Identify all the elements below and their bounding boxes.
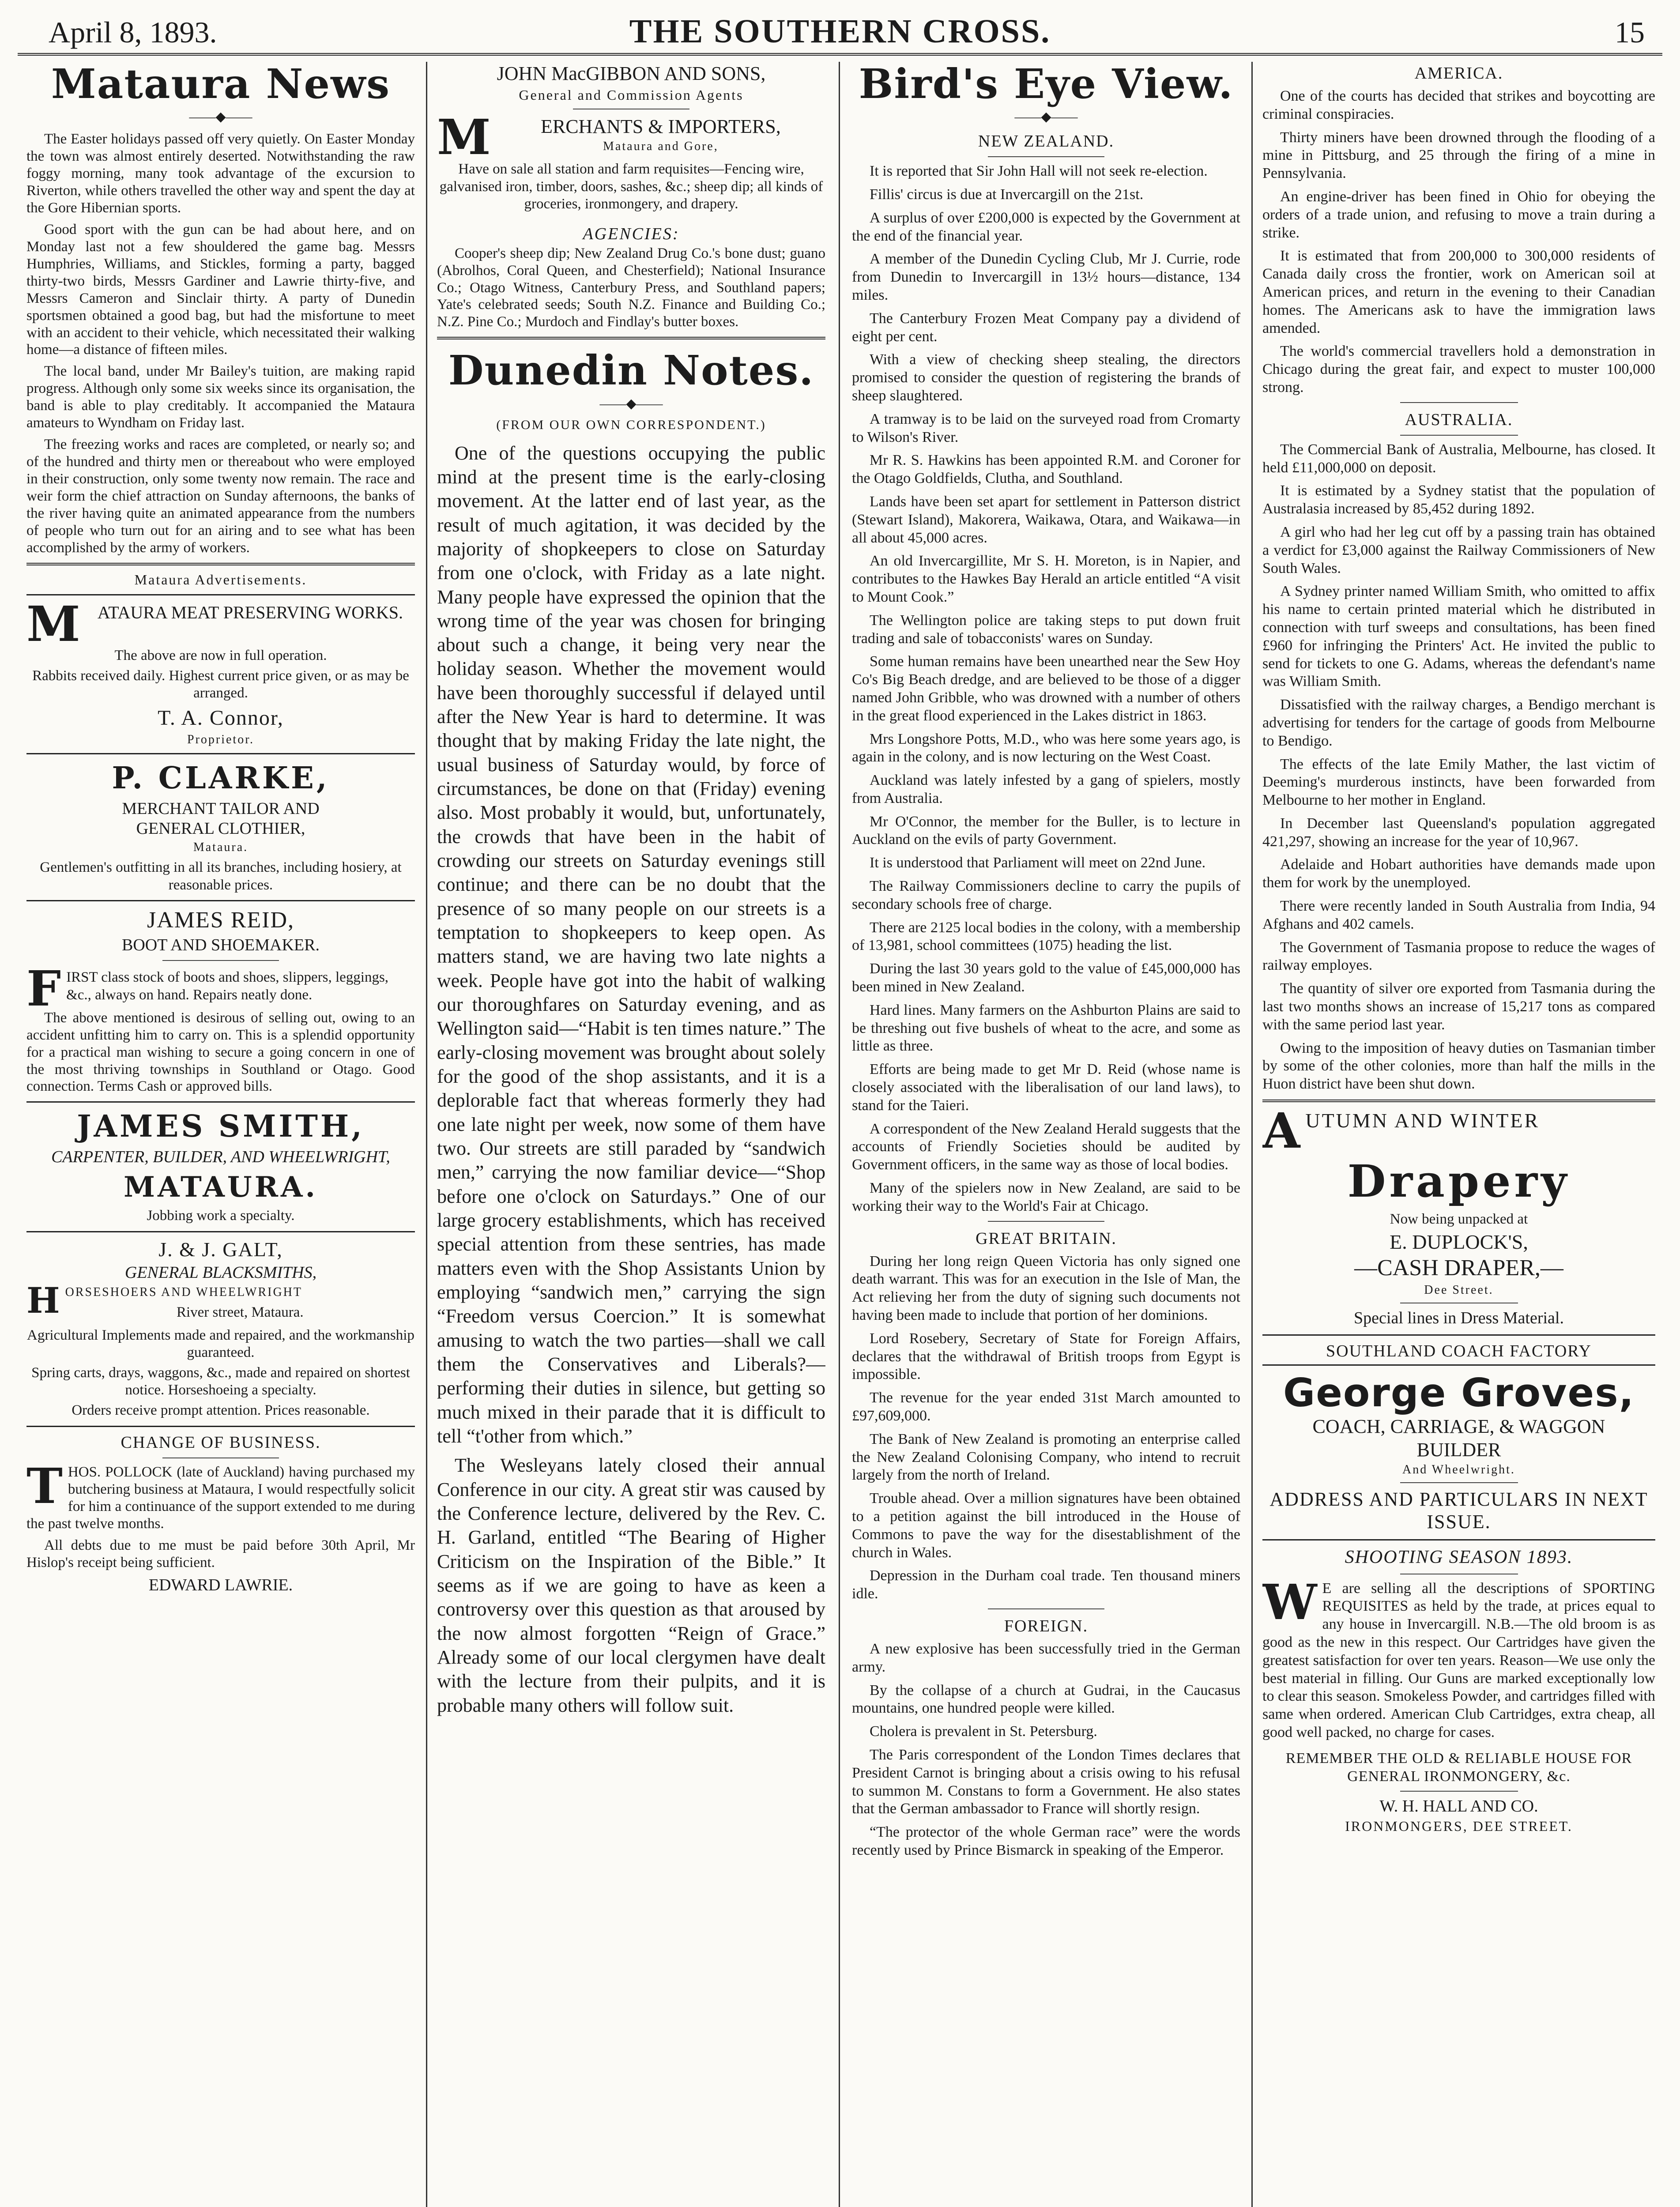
ad-text: Now being unpacked at [1390,1211,1528,1227]
article-paragraph: One of the questions occupying the public mind at the present time is the early-closing movement. At the latter end of last year, as the result of much agitation, it was decided by the majority of shopkeepers to close on Saturday from one o'clock, with Friday as a late night. Many people have expressed the opinion that the wrong time of the year was chosen for bringing about such a change, it being very near the holiday season. Whether the movement would have been thoroughly successful if delayed until after the New Year is hard to determine. It was thought that by making Friday the late night, the usual business of Saturday would, by force of circumstances, be done on that (Friday) evening also. Most probably it would, but, unfortunately, the crowds that have been in the habit of crowding our streets on Saturday evenings still continue; and there can be no doubt that the presence of so many people on our streets is a temptation to shopkeepers to keep open. As matters stand, we are having two late nights a week. People have got into the habit of walking our thoroughfares on Saturday evening, and as Wellington said—“Habit is ten times nature.” The early-closing movement was brought about solely for the good of the shop assistants, and it is a deplorable fact that whereas formerly they had one late night per week, now some of them have two. Our streets are still paraded by “sandwich men,” carrying the now familiar device—“Shop before one o'clock on Saturdays.” One of our large grocery establishments, which has received special attention from these sentries, has made matters even with the Shop Assistants Union by employing “sandwich men,” carrying the sign “Freedom versus Coercion.” It is somewhat amusing to watch the two parties—shall we call them the Conservatives and Liberals?—performing their duties in silence, but getting so much mixed in their parade that it is difficult to tell “t'other from which.” [437,442,825,1447]
ad-signature: EDWARD LAWRIE. [148,1575,293,1594]
ad-text: The above are now in full operation. [114,648,327,664]
ad-heading: CHANGE OF BUSINESS. [121,1433,321,1452]
ad-text: IRST class stock of boots and shoes, slippers, leggings, &c., always on hand. Repairs neatly done. [66,969,389,1003]
news-item: In December last Queensland's population aggregated 421,297, showing an increase for the year of 10,967. [1262,815,1655,850]
news-item: During her long reign Queen Victoria has only signed one death warrant. This was for an execution in the Isle of Man, the Act relieving her from the duty of signing such documents not having been made to include that portion of her dominions. [852,1253,1240,1324]
ad-text: Rabbits received daily. Highest current price given, or as may be arranged. [32,667,409,701]
ad-place: Mataura. [193,840,249,855]
news-item: Cholera is prevalent in St. Petersburg. [870,1723,1097,1740]
ad-text: Orders receive prompt attention. Prices reasonable. [72,1402,370,1418]
news-item: The Paris correspondent of the London Times declares that President Carnot is bringing about a crisis owing to his refusal to summon M. Constans to form a Government. He also states that the German ambassador to France will shortly resign. [852,1746,1240,1817]
ad-owner: T. A. Connor, [158,706,284,730]
ornament-divider: ——◆—— [189,109,252,124]
section-heading: FOREIGN. [1004,1616,1089,1635]
news-item: Lands have been set apart for settlement in Patterson district (Stewart Island), Makorera, Waikawa, Otara, and Waikawa—in all about 45,000 acres. [852,493,1240,546]
ad-place: Mataura and Gore, [603,139,719,154]
article-paragraph: The freezing works and races are completed, or nearly so; and of the hundred and thirty men or thereabout who were employed in their construction, only some twenty now remain. The race and weir form the chief attraction on Sunday afternoons, the banks of the river having quite an animated appearance from the numbers of people who turn out for an airing and to see what has been accomplished by the army of workers. [26,437,415,556]
ad-text: All debts due to me must be paid before 30th April, Mr Hislop's receipt being sufficient. [26,1537,415,1571]
ad-name: George Groves, [1283,1370,1635,1416]
article-paragraph: The Easter holidays passed off very quietly. On Easter Monday the town was almost entirely deserted. Notwithstanding the raw foggy morning, many took advantage of the excursion to Riverton, while others travelled the other way and spent the day at the Gore Hibernian sports. [26,131,415,216]
news-item: It is estimated that from 200,000 to 300,000 residents of Canada daily cross the frontier, work on American soil at American prices, and return in the evening to their Canadian homes. The Americans ask to have the immigration laws amended. [1262,248,1655,336]
short-rule [1400,435,1518,436]
short-rule [1400,1482,1518,1483]
news-item: A surplus of over £200,000 is expected by the Government at the end of the financial year. [852,209,1240,244]
news-item: The Canterbury Frozen Meat Company pay a dividend of eight per cent. [852,310,1240,345]
ad-text: HOS. POLLOCK (late of Auckland) having purchased my butchering business at Mataura, I would respectfully solicit for him a continuance of the support extended to me during the past twelve months. [26,1464,415,1532]
news-item: Some human remains have been unearthed near the Sew Hoy Co's Big Beach dredge, and are believed to be those of a digger named John Gribble, who was drowned with a number of others in the great flood experienced in the Lakes district in 1863. [852,653,1240,724]
short-rule [988,1221,1104,1222]
galt-ad [26,1239,415,1420]
ad-line: MERCHANT TAILOR AND [122,799,320,818]
news-item: The Railway Commissioners decline to carry the pupils of secondary schools free of charge. [852,878,1240,912]
column-3 [852,62,1240,2207]
news-item: There were recently landed in South Australia from India, 94 Afghans and 402 camels. [1262,898,1655,932]
ad-big-word: Drapery [1347,1155,1571,1207]
news-item: The quantity of silver ore exported from Tasmania during the last two months shows an increase of 15,217 tons as compared with the same period last year. [1262,980,1655,1033]
ad-text: Agricultural Implements made and repaired, and the workmanship guaranteed. [27,1327,414,1361]
ad-rule [26,753,415,754]
ad-rule [26,900,415,901]
news-item: An old Invercargillite, Mr S. H. Moreton, is in Napier, and contributes to the Hawkes Bay Herald an article entitled “A visit to Mount Cook.” [852,553,1240,605]
article-paragraph: The Wesleyans lately closed their annual Conference in our city. A great stir was caused by the Conference lecture, delivered by the Rev. C. H. Garland, entitled “The Bearing of Higher Criticism on the Inspiration of the Bible.” It seems as if we are going to have as keen a controversy over this question as that aroused by the now almost forgotten “Reign of Grace.” Already some of our local clergymen have dealt with the lecture from their pulpits, and it is probable many others will follow suit. [437,1454,825,1716]
section-heading: AMERICA. [1414,64,1503,83]
ad-role: Proprietor. [187,732,254,746]
column-rule [1251,62,1253,2207]
byline: (FROM OUR OWN CORRESPONDENT.) [496,417,766,432]
dunedin-notes [437,348,825,1717]
article-paragraph: The local band, under Mr Bailey's tuition, are making rapid progress. Although only some six weeks since its organisation, the band is able to play creditably. It accompanied the Mataura amateurs to Wyndham on Friday last. [26,363,415,431]
news-item: Depression in the Durham coal trade. Ten thousand miners idle. [852,1567,1240,1602]
page-header [18,9,1662,56]
news-item: Owing to the imposition of heavy duties on Tasmanian timber by some of the other colonies, more than half the mills in the Huon district have been shut down. [1262,1039,1655,1092]
groves-ad [1262,1342,1655,1533]
ad-trade: ORSESHOERS AND WHEELWRIGHT [65,1285,302,1299]
ad-text: Gentlemen's outfitting in all its branches, including hosiery, at reasonable prices. [40,859,402,893]
ad-trade: CARPENTER, BUILDER, AND WHEELWRIGHT, [51,1148,390,1167]
news-item: A correspondent of the New Zealand Herald suggests that the accounts of Friendly Societies should be audited by Government officers, in the same way as those of local bodies. [852,1120,1240,1173]
news-item: The revenue for the year ended 31st March amounted to £97,609,000. [852,1390,1240,1424]
ad-name: J. & J. GALT, [158,1238,283,1261]
news-item: With a view of checking sheep stealing, the directors promised to consider the question of registering the brands of sheep slaughtered. [852,351,1240,404]
ad-rule [26,1426,415,1427]
clarke-ad [26,761,415,894]
column-1 [26,62,415,2207]
america-news-list [1262,87,1655,397]
short-rule [1400,1791,1518,1792]
article-paragraph: Good sport with the gun can be had about here, and on Monday last not a few shouldered the game bag. Messrs Humphries, Williams, and Stickles, forming a party, bagged thirty-two birds, Messrs Gardiner and Lawrie thirty-five, and Messrs Cameron and Sinclair thirty. A party of Dunedin sportsmen obtained a good bag, but had the misfortune to meet with an accident to their vehicle, which necessitated their walking home—a distance of fifteen miles. [26,221,415,358]
ad-rule [1262,1334,1655,1336]
dropcap: F [26,966,61,1009]
ad-trade: GENERAL BLACKSMITHS, [124,1263,317,1282]
section-heading: GREAT BRITAIN. [976,1229,1117,1248]
ad-title: UTUMN AND WINTER [1305,1109,1540,1132]
short-rule [1400,402,1518,403]
news-item: A tramway is to be laid on the surveyed road from Cromarty to Wilson's River. [852,411,1240,445]
news-item: By the collapse of a church at Gudrai, in the Caucasus mountains, one hundred people were killed. [852,1682,1240,1717]
birds-eye-view-title: Bird's Eye View. [859,62,1234,108]
ad-name: JOHN MacGIBBON AND SONS, [497,63,766,84]
ad-name: JAMES SMITH, [77,1109,365,1145]
ad-text: Have on sale all station and farm requisites—Fencing wire, galvanised iron, timber, doors, sashes, &c.; sheep dip; all kinds of groceries, ironmongery, and drapery. [439,161,823,212]
ad-role: —CASH DRAPER,— [1354,1255,1563,1281]
short-rule [988,1608,1104,1609]
column-rule [426,62,427,2207]
ornament-divider: ——◆—— [1014,109,1078,124]
reid-ad [26,908,415,1095]
news-item: The Government of Tasmania propose to reduce the wages of railway employes. [1262,939,1655,974]
news-item: The effects of the late Emily Mather, the last victim of Deeming's murderous instincts, have been forwarded from Melbourne to her mother in England. [1262,756,1655,809]
section-heading: AUSTRALIA. [1405,410,1513,429]
gb-news-list [852,1253,1240,1603]
ad-rule [1262,1539,1655,1540]
section-heading: NEW ZEALAND. [978,132,1115,151]
news-item: Many of the spielers now in New Zealand, are said to be working their way to the World's Fair at Chicago. [852,1180,1240,1214]
ornament-divider: ——◆—— [599,396,663,411]
news-item: Thirty miners have been drowned through the flooding of a mine in Pittsburg, and 25 through the firing of a mine in Pennsylvania. [1262,129,1655,182]
short-rule [162,960,279,961]
section-rule [26,563,415,565]
meat-works-ad [26,602,415,747]
ad-remember: REMEMBER THE OLD & RELIABLE HOUSE FOR GENERAL IRONMONGERY, &c. [1285,1750,1632,1785]
dropcap: H [26,1283,60,1321]
news-item: It is understood that Parliament will meet on 22nd June. [870,855,1206,871]
dropcap: A [1262,1108,1300,1152]
australia-news-list [1262,441,1655,1093]
mataura-news-title: Mataura News [51,62,391,108]
news-item: Dissatisfied with the railway charges, a Bendigo merchant is advertising for tenders for the cartage of goods from Melbourne to Bendigo. [1262,697,1655,749]
short-rule [988,156,1104,157]
dropcap: M [26,601,80,645]
ad-street: River street, Mataura. [176,1304,304,1320]
agencies-text: Cooper's sheep dip; New Zealand Drug Co.'s bone dust; guano (Abrolhos, Coral Queen, and Chesterfield); National Insurance Co.; Otago Witness, Canterbury Press, and Southland papers; Yate's celebrated seeds; South N.Z. Finance and Building Co.; N.Z. Pine Co.; Murdoch and Findlay's butter boxes. [437,245,825,330]
news-item: There are 2125 local bodies in the colony, with a membership of 13,981, school committees (1075) heading the list. [852,919,1240,954]
news-item: One of the courts has decided that strikes and boycotting are criminal conspiracies. [1262,88,1655,122]
news-item: Trouble ahead. Over a million signatures have been obtained to a petition against the bill introduced in the House of Commons to pave the way for the disestablishment of the church in Wales. [852,1490,1240,1561]
ad-text: Spring carts, drays, waggons, &c., made and repaired on shortest notice. Horseshoeing a specialty. [31,1364,410,1398]
ad-sub: General and Commission Agents [519,87,744,103]
ad-heading: SHOOTING SEASON 1893. [1345,1547,1573,1568]
ad-text: E are selling all the descriptions of SPORTING REQUISITES as held by the trade, at prices equal to any house in Invercargill. N.B.—The old broom is as good as the new in this respect. Our Cartridges have given the greatest satisfaction for over ten years. Reason—We use only the best material in filling. Our Guns are marked exceptionally low to clear this season. Smokeless Powder, and cartridges filled with same when ordered. American Club Cartridges, extra cheap, all good well packed, no charge for cases. [1262,1580,1655,1741]
ad-title: ATAURA MEAT PRESERVING WORKS. [97,602,403,622]
dropcap: M [437,114,491,158]
news-item: Hard lines. Many farmers on the Ashburton Plains are said to be threshing out five bushels of wheat to the acre, and some as little as three. [852,1002,1240,1055]
nz-news-list [852,162,1240,1215]
ad-line: And Wheelwright. [1402,1463,1515,1477]
news-item: The world's commercial travellers hold a demonstration in Chicago during the great fair, and expect to muster 100,000 strong. [1262,343,1655,395]
macgibbon-ad [437,63,825,331]
agencies-heading: AGENCIES: [583,224,680,243]
column-rule [839,62,840,2207]
ad-trade: BOOT AND SHOEMAKER. [122,935,320,954]
dropcap: T [26,1464,63,1515]
page-number: 15 [1615,15,1645,49]
ad-street: Dee Street. [1424,1283,1494,1297]
ad-special: Special lines in Dress Material. [1354,1308,1564,1327]
ad-place: MATAURA. [124,1171,318,1204]
news-item: The Wellington police are taking steps to put down fruit trading and sale of tobacconists' wares on Sunday. [852,612,1240,647]
section-rule [26,594,415,595]
news-item: Mr O'Connor, the member for the Buller, is to lecture in Auckland on the evils of party Government. [852,813,1240,848]
ad-address: ADDRESS AND PARTICULARS IN NEXT ISSUE. [1269,1488,1648,1533]
news-item: An engine-driver has been fined in Ohio for obeying the orders of a trade union, and refusing to move a train during a strike. [1262,188,1655,241]
foreign-news-list [852,1640,1240,1860]
news-item: Lord Rosebery, Secretary of State for Foreign Affairs, declares that the withdrawal of British troops from Egypt is impossible. [852,1330,1240,1383]
news-item: It is reported that Sir John Hall will not seek re-election. [870,163,1208,180]
news-item: A Sydney printer named William Smith, who omitted to affix his name to certain printed material which he distributed in connection with turf sweeps and consultations, has been fined £960 for infringing the Printers' Act. He invited the public to send for tickets to one G. Adams, whereas the defendant's name was William Smith. [1262,583,1655,690]
ad-heading: SOUTHLAND COACH FACTORY [1326,1341,1592,1360]
ad-text: Jobbing work a specialty. [147,1208,295,1224]
news-item: Mrs Longshore Potts, M.D., who was here some years ago, is again in the colony, and is now lecturing on the West Coast. [852,731,1240,765]
ad-rule [1262,1364,1655,1366]
ad-title: ERCHANTS & IMPORTERS, [540,115,781,137]
ad-rule [26,1101,415,1103]
news-item: A girl who had her leg cut off by a passing train has obtained a verdict for £3,000 against the Railway Commissioners of New South Wales. [1262,524,1655,576]
ad-name: E. DUPLOCK'S, [1390,1231,1528,1254]
issue-date: April 8, 1893. [49,15,217,49]
news-item: A member of the Dunedin Cycling Club, Mr J. Currie, rode from Dunedin to Invercargill in 13½ hours—distance, 134 miles. [852,251,1240,303]
ad-text: The above mentioned is desirous of selling out, owing to an accident unfitting him to carry on. This is a splendid opportunity for a practical man wishing to secure a going concern in one of the most thriving townships in Southland or Otago. Good connection. Terms Cash or approved bills. [26,1009,415,1095]
ad-name: W. H. HALL AND CO. [1379,1797,1538,1816]
hall-ad [1262,1547,1655,1834]
news-item: Efforts are being made to get Mr D. Reid (whose name is closely associated with the liberalisation of our land laws), to stand for the Taieri. [852,1061,1240,1114]
news-item: During the last 30 years gold to the value of £45,000,000 has been mined in New Zealand. [852,960,1240,995]
newspaper-title: THE SOUTHERN CROSS. [629,13,1051,50]
section-rule [437,337,825,339]
ad-line: GENERAL CLOTHIER, [136,819,305,838]
ad-line: BUILDER [1416,1439,1501,1461]
news-item: A new explosive has been successfully tried in the German army. [852,1640,1240,1675]
news-item: Adelaide and Hobart authorities have demands made upon them for work by the unemployed. [1262,856,1655,891]
news-item: Auckland was lately infested by a gang of spielers, mostly from Australia. [852,772,1240,806]
ad-name: JAMES REID, [147,908,295,933]
ad-name: P. CLARKE, [112,760,330,796]
news-item: The Bank of New Zealand is promoting an enterprise called the New Zealand Colonising Company, who intend to recruit largely from the north of Ireland. [852,1431,1240,1484]
section-rule [1262,1100,1655,1102]
ads-heading: Mataura Advertisements. [134,571,307,588]
change-of-business-ad [26,1433,415,1595]
column-4 [1262,62,1655,2207]
news-item: Mr R. S. Hawkins has been appointed R.M. and Coroner for the Otago Goldfields, Clutha, and Southland. [852,452,1240,487]
column-2 [437,62,825,2207]
news-item: It is estimated by a Sydney statist that the population of Australasia increased by 85,452 during 1892. [1262,482,1655,517]
dunedin-notes-title: Dunedin Notes. [448,346,814,395]
ad-role: IRONMONGERS, DEE STREET. [1345,1818,1573,1834]
duplock-ad [1262,1108,1655,1328]
news-item: “The protector of the whole German race” were the words recently used by Prince Bismarck in speaking of the Emperor. [852,1824,1240,1858]
smith-ad [26,1109,415,1224]
news-item: The Commercial Bank of Australia, Melbourne, has closed. It held £11,000,000 on deposit. [1262,441,1655,476]
ad-rule [26,1231,415,1232]
ad-line: COACH, CARRIAGE, & WAGGON [1312,1416,1605,1437]
dropcap: W [1262,1579,1317,1631]
news-item: Fillis' circus is due at Invercargill on the 21st. [870,186,1144,203]
